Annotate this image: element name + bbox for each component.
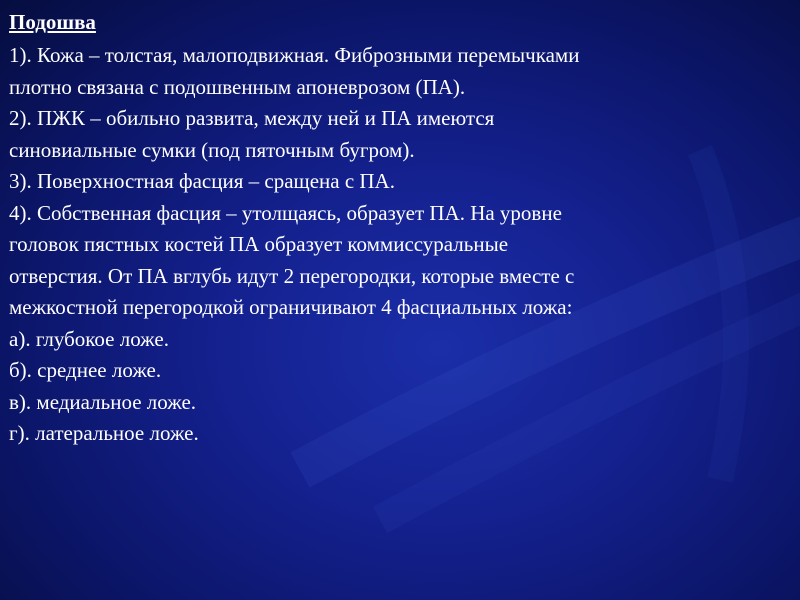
text-line: 3). Поверхностная фасция – сращена с ПА. [9, 169, 395, 193]
text-line: головок пястных костей ПА образует коммиссуральные [9, 232, 509, 256]
text-line: в). медиальное ложе. [9, 389, 197, 414]
text-line: синовиальные сумки (под пяточным бугром). [9, 137, 415, 162]
text-line: 4). Собственная фасция – утолщаясь, образует ПА. На уровне [9, 200, 562, 225]
slide-content [9, 8, 794, 450]
text-line: а). глубокое ложе. [9, 326, 169, 351]
text-line: б). среднее ложе. [9, 358, 162, 382]
text-line: 2). ПЖК – обильно развита, между ней и ПА имеются [9, 106, 495, 130]
text-line: 1). Кожа – толстая, малоподвижная. Фиброзными перемычками [9, 43, 580, 67]
text-line: межкостной перегородкой ограничивают 4 фасциальных ложа: [9, 295, 573, 319]
text-line: отверстия. От ПА вглубь идут 2 перегородки, которые вместе с [9, 263, 575, 288]
text-line: г). латеральное ложе. [9, 421, 199, 445]
slide-title: Подошва [9, 10, 96, 34]
text-line: плотно связана с подошвенным апоневрозом (ПА). [9, 74, 466, 99]
